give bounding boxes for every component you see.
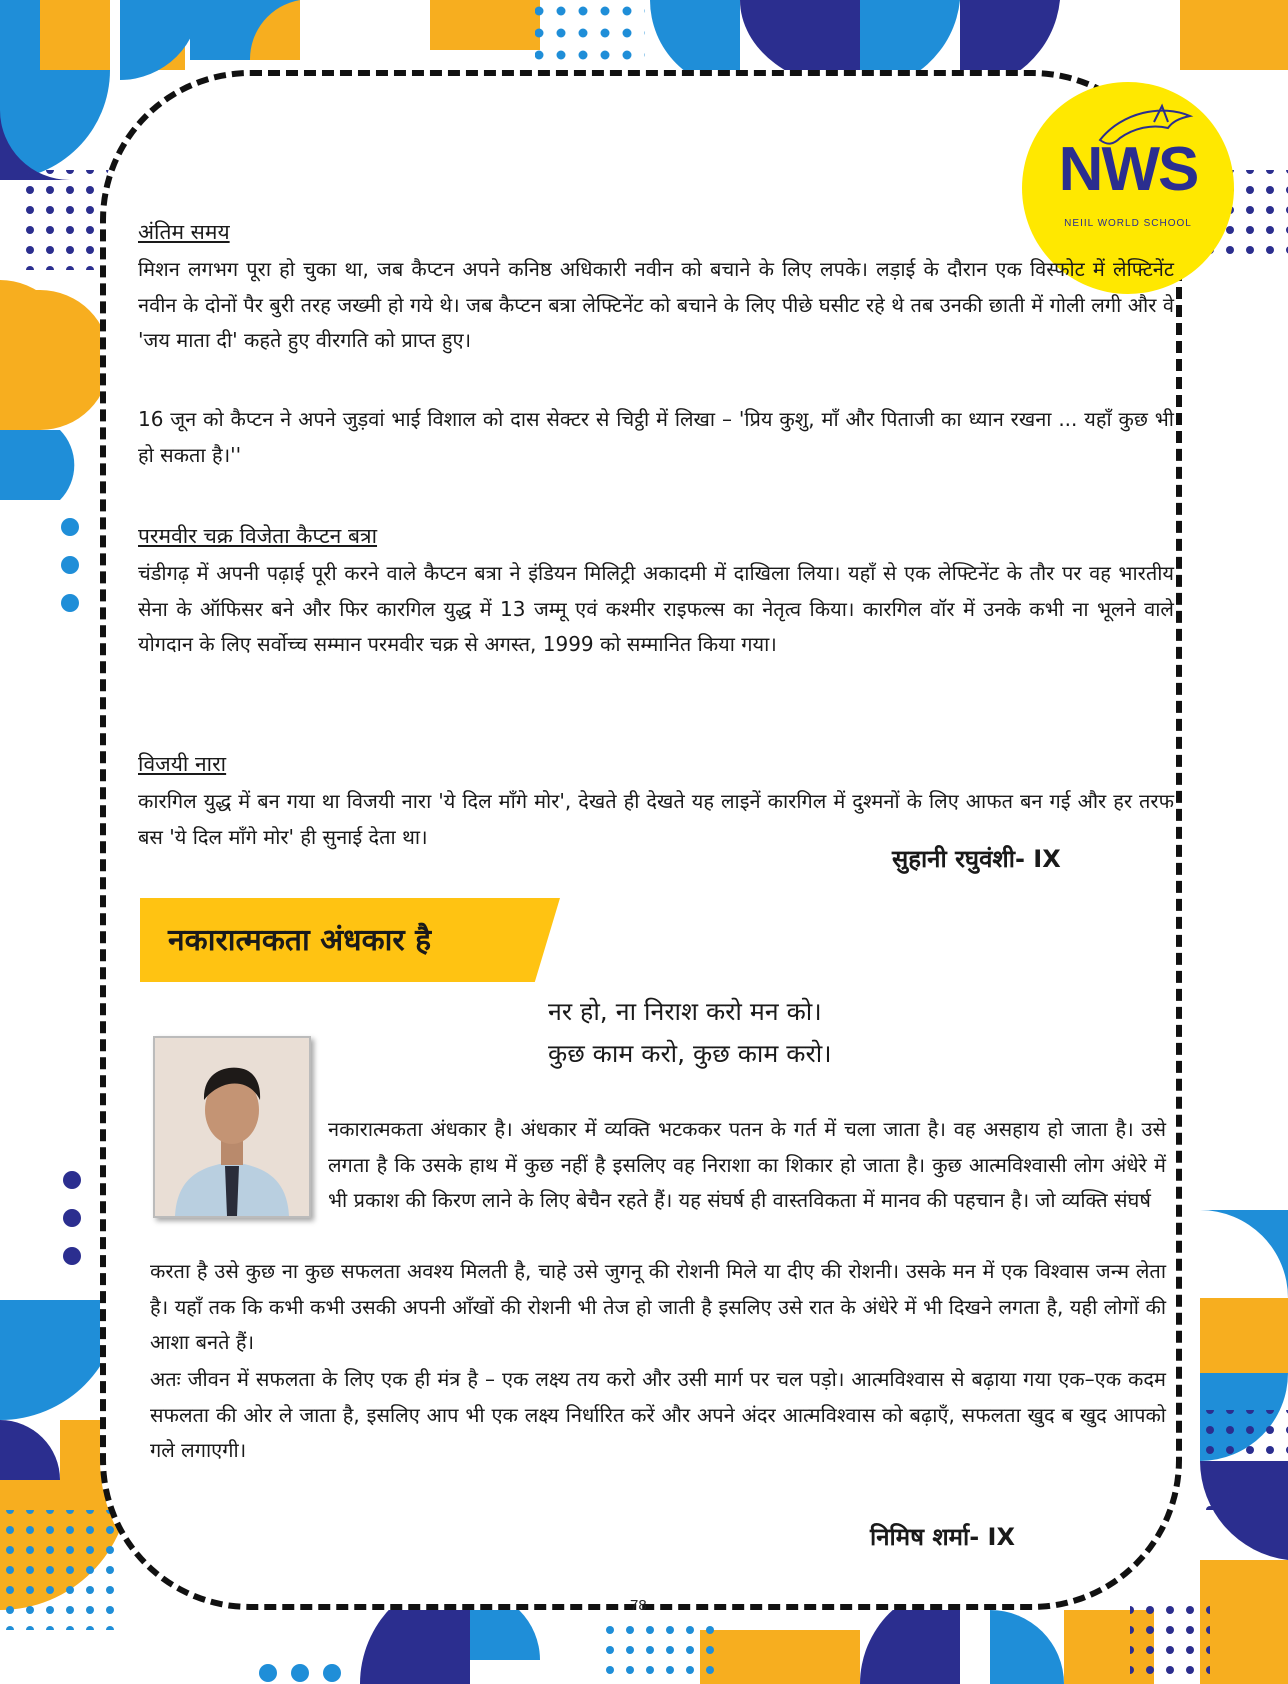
article-2-paragraph-1-continued: करता है उसे कुछ ना कुछ सफलता अवश्य मिलती है, चाहे उसे जुगनू की रोशनी मिले या दीए की रोशनी। उसके मन में एक विश्वास जन्म लेता है। यहाँ तक कि कभी कभी उसकी अपनी आँखों की रोशनी भी तेज हो जाती है इसलिए उसे रात के अंधेरे में भी दिखने लगता है, यही लोगों की आशा बनते हैं। [150, 1259, 1166, 1354]
section-heading-param-vir-chakra: परमवीर चक्र विजेता कैप्टन बत्रा [138, 524, 378, 548]
student-portrait-icon [155, 1038, 309, 1216]
section-heading-victory-slogan: विजयी नारा [138, 752, 227, 776]
victory-slogan-paragraph: कारगिल युद्ध में बन गया था विजयी नारा 'ये दिल माँगे मोर', देखते ही देखते यह लाइनें कारगिल में दुश्मनों के लिए आफत बन गई और हर तरफ बस 'ये दिल माँगे मोर' ही सुनाई देता था। [138, 789, 1174, 849]
logo-title: NWS [1058, 135, 1198, 204]
final-moment-paragraph-2: 16 जून को कैप्टन ने अपने जुड़वां भाई विशाल को दास सेक्टर से चिट्ठी में लिखा – 'प्रिय कुशु, माँ और पिताजी का ध्यान रखना ... यहाँ कुछ भी हो सकता है।'' [138, 407, 1174, 467]
author-article-1: सुहानी रघुवंशी- IX [892, 845, 1061, 873]
page-number: 78 [630, 1597, 647, 1614]
logo-subtitle: NEIIL WORLD SCHOOL [1064, 218, 1192, 229]
final-moment-paragraph-1: मिशन लगभग पूरा हो चुका था, जब कैप्टन अपने कनिष्ठ अधिकारी नवीन को बचाने के लिए लपके। लड़ाई के दौरान एक विस्फोट में लेफ्टिनेंट नवीन के दोनों पैर बुरी तरह जख्मी हो गये थे। जब कैप्टन बत्रा लेफ्टिनेंट को बचाने के लिए पीछे घसीट रहे थे तब उनकी छाती में गोली लगी और वे 'जय माता दी' कहते हुए वीरगति को प्राप्त हुए। [138, 257, 1174, 352]
article-2-title: नकारात्मकता अंधकार है [168, 923, 432, 958]
author-article-2: निमिष शर्मा- IX [870, 1523, 1015, 1551]
section-heading-final-moment: अंतिम समय [138, 220, 230, 244]
article-2-paragraph-1: नकारात्मकता अंधकार है। अंधकार में व्यक्ति भटककर पतन के गर्त में चला जाता है। वह असहाय हो जाता है। उसे लगता है कि उसके हाथ में कुछ नहीं है इसलिए वह निराशा का शिकार हो जाता है। कुछ आत्मविश्वासी लोग अंधेरे में भी प्रकाश की किरण लाने के लिए बेचैन रहते हैं। यह संघर्ष ही वास्तविकता में मानव की पहचान है। जो व्यक्ति संघर्ष [328, 1117, 1166, 1212]
student-photo [153, 1036, 311, 1218]
param-vir-chakra-paragraph: चंडीगढ़ में अपनी पढ़ाई पूरी करने वाले कैप्टन बत्रा ने इंडियन मिलिट्री अकादमी में दाखिला लिया। यहाँ से एक लेफ्टिनेंट के तौर पर वह भारतीय सेना के ऑफिसर बने और फिर कारगिल युद्ध में 13 जम्मू एवं कश्मीर राइफल्स का नेतृत्व किया। कारगिल वॉर में उनके कभी ना भूलने वाले योगदान के लिए सर्वोच्च सम्मान परमवीर चक्र से अगस्त, 1999 को सम्मानित किया गया। [138, 561, 1174, 656]
poem-line-1: नर हो, ना निराश करो मन को। [548, 997, 822, 1026]
poem-line-2: कुछ काम करो, कुछ काम करो। [548, 1039, 832, 1068]
article-2-paragraph-2: अतः जीवन में सफलता के लिए एक ही मंत्र है – एक लक्ष्य तय करो और उसी मार्ग पर चल पड़ो। आत्मविश्वास से बढ़ाया गया एक–एक कदम सफलता की ओर ले जाता है, इसलिए आप भी एक लक्ष्य निर्धारित करें और अपने अंदर आत्मविश्वास को बढ़ाएँ, सफलता खुद ब खुद आपको गले लगाएगी। [150, 1367, 1166, 1462]
